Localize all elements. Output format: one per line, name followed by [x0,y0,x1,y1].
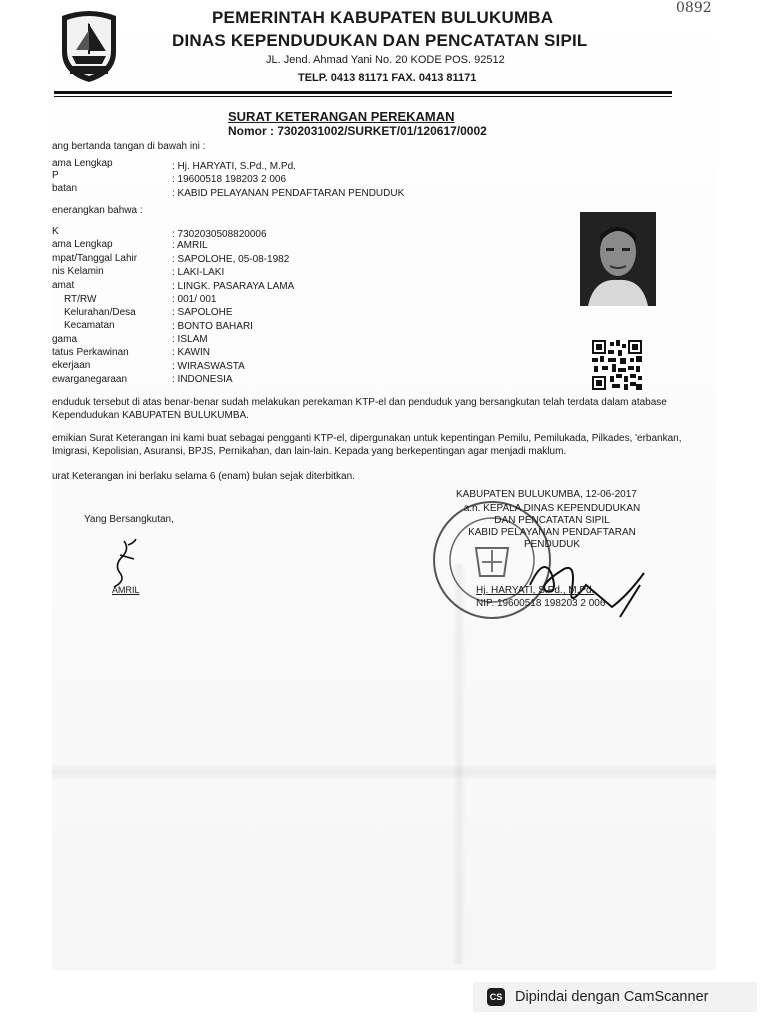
resident-photo [580,212,656,306]
signature-line-3: KABID PELAYANAN PENDAFTARAN [468,527,636,538]
declare-intro: enerangkan bahwa : [52,205,143,216]
resident-religion-value: : ISLAM [172,334,208,345]
holder-signature-mark [100,535,150,591]
resident-citizenship-value: : INDONESIA [172,374,233,385]
resident-religion-label: gama [52,334,78,345]
qr-code [592,340,642,390]
signer-intro: ang bertanda tangan di bawah ini : [52,141,206,152]
holder-name: AMRIL [112,585,140,595]
document-title: SURAT KETERANGAN PEREKAMAN [228,109,455,124]
resident-rtrw-label: RT/RW [64,294,97,305]
resident-name-value: : AMRIL [172,240,208,251]
resident-village-label: Kelurahan/Desa [64,307,136,318]
resident-gender-label: nis Kelamin [52,266,104,277]
signer-nip-label: P [52,170,59,181]
header-phone: TELP. 0413 81171 FAX. 0413 81171 [298,72,477,84]
resident-marital-label: tatus Perkawinan [52,347,129,358]
regency-logo [58,8,120,84]
scanner-badge-text: Dipindai dengan CamScanner [515,989,709,1005]
resident-nik-label: K [52,226,59,237]
resident-name-label: ama Lengkap [52,239,113,250]
resident-rtrw-value: : 001/ 001 [172,294,217,305]
resident-citizenship-label: ewarganegaraan [52,374,128,385]
signature-title-block [452,503,652,551]
handwritten-note: 0892 [676,0,712,16]
header-rule-thin [54,96,672,97]
header-address: JL. Jend. Ahmad Yani No. 20 KODE POS. 92512 [266,54,505,66]
signer-position-value: : KABID PELAYANAN PENDAFTARAN PENDUDUK [172,188,405,199]
signature-name: Hj. HARYATI, S.Pd., M.Pd. [476,585,595,596]
document-number: Nomor : 7302031002/SURKET/01/120617/0002 [228,124,487,138]
signer-name-label: ama Lengkap [52,158,113,169]
paragraph-validity: urat Keterangan ini berlaku selama 6 (enam) bulan sejak diterbitkan. [52,471,355,482]
signer-name-value: : Hj. HARYATI, S.Pd., M.Pd. [172,161,296,172]
signature-place-date: KABUPATEN BULUKUMBA, 12-06-2017 [456,489,637,500]
header-department: DINAS KEPENDUDUKAN DAN PENCATATAN SIPIL [172,31,588,50]
camscanner-icon: CS [487,988,505,1006]
signature-nip: NIP. 19600518 198203 2 006 [476,598,606,609]
resident-district-label: Kecamatan [64,320,115,331]
signer-position-label: batan [52,183,78,194]
resident-district-value: : BONTO BAHARI [172,321,253,332]
signer-nip-value: : 19600518 198203 2 006 [172,174,286,185]
signature-line-1: a.n. KEPALA DINAS KEPENDUDUKAN [463,503,641,514]
signature-line-4: PENDUDUK [523,539,581,550]
resident-marital-value: : KAWIN [172,347,210,358]
resident-address-value: : LINGK. PASARAYA LAMA [172,281,295,292]
resident-village-value: : SAPOLOHE [172,307,233,318]
resident-job-value: : WIRASWASTA [172,361,245,372]
resident-nik-value: : 7302030508820006 [172,229,267,240]
paragraph-purpose: emikian Surat Keterangan ini kami buat sebagai pengganti KTP-el, dipergunakan untuk kepentingan Pemilu, Pemilukada, Pilkades, 'erbankan, Imigrasi, Kepolisian, Asuransi, BPJS, Pernikahan, dan lain-lain. Kepada yang berkepentingan agar menjadi maklum. [52,433,682,457]
header-government: PEMERINTAH KABUPATEN BULUKUMBA [212,8,554,27]
paragraph-recorded: enduduk tersebut di atas benar-benar sudah melakukan perekaman KTP-el dan penduduk yang bersangkutan telah terdata dalam atabase Kependudukan KABUPATEN BULUKUMBA. [52,397,667,421]
header-rule-thick [54,91,672,94]
holder-label: Yang Bersangkutan, [84,514,174,525]
resident-job-label: ekerjaan [52,360,91,371]
resident-gender-value: : LAKI-LAKI [172,267,225,278]
signature-line-2: DAN PENCATATAN SIPIL [494,515,610,526]
resident-birth-value: : SAPOLOHE, 05-08-1982 [172,254,290,265]
resident-birth-label: mpat/Tanggal Lahir [52,253,138,264]
resident-address-label: amat [52,280,75,291]
scanner-badge [473,982,757,1012]
paper-fold-horizontal [52,764,716,780]
